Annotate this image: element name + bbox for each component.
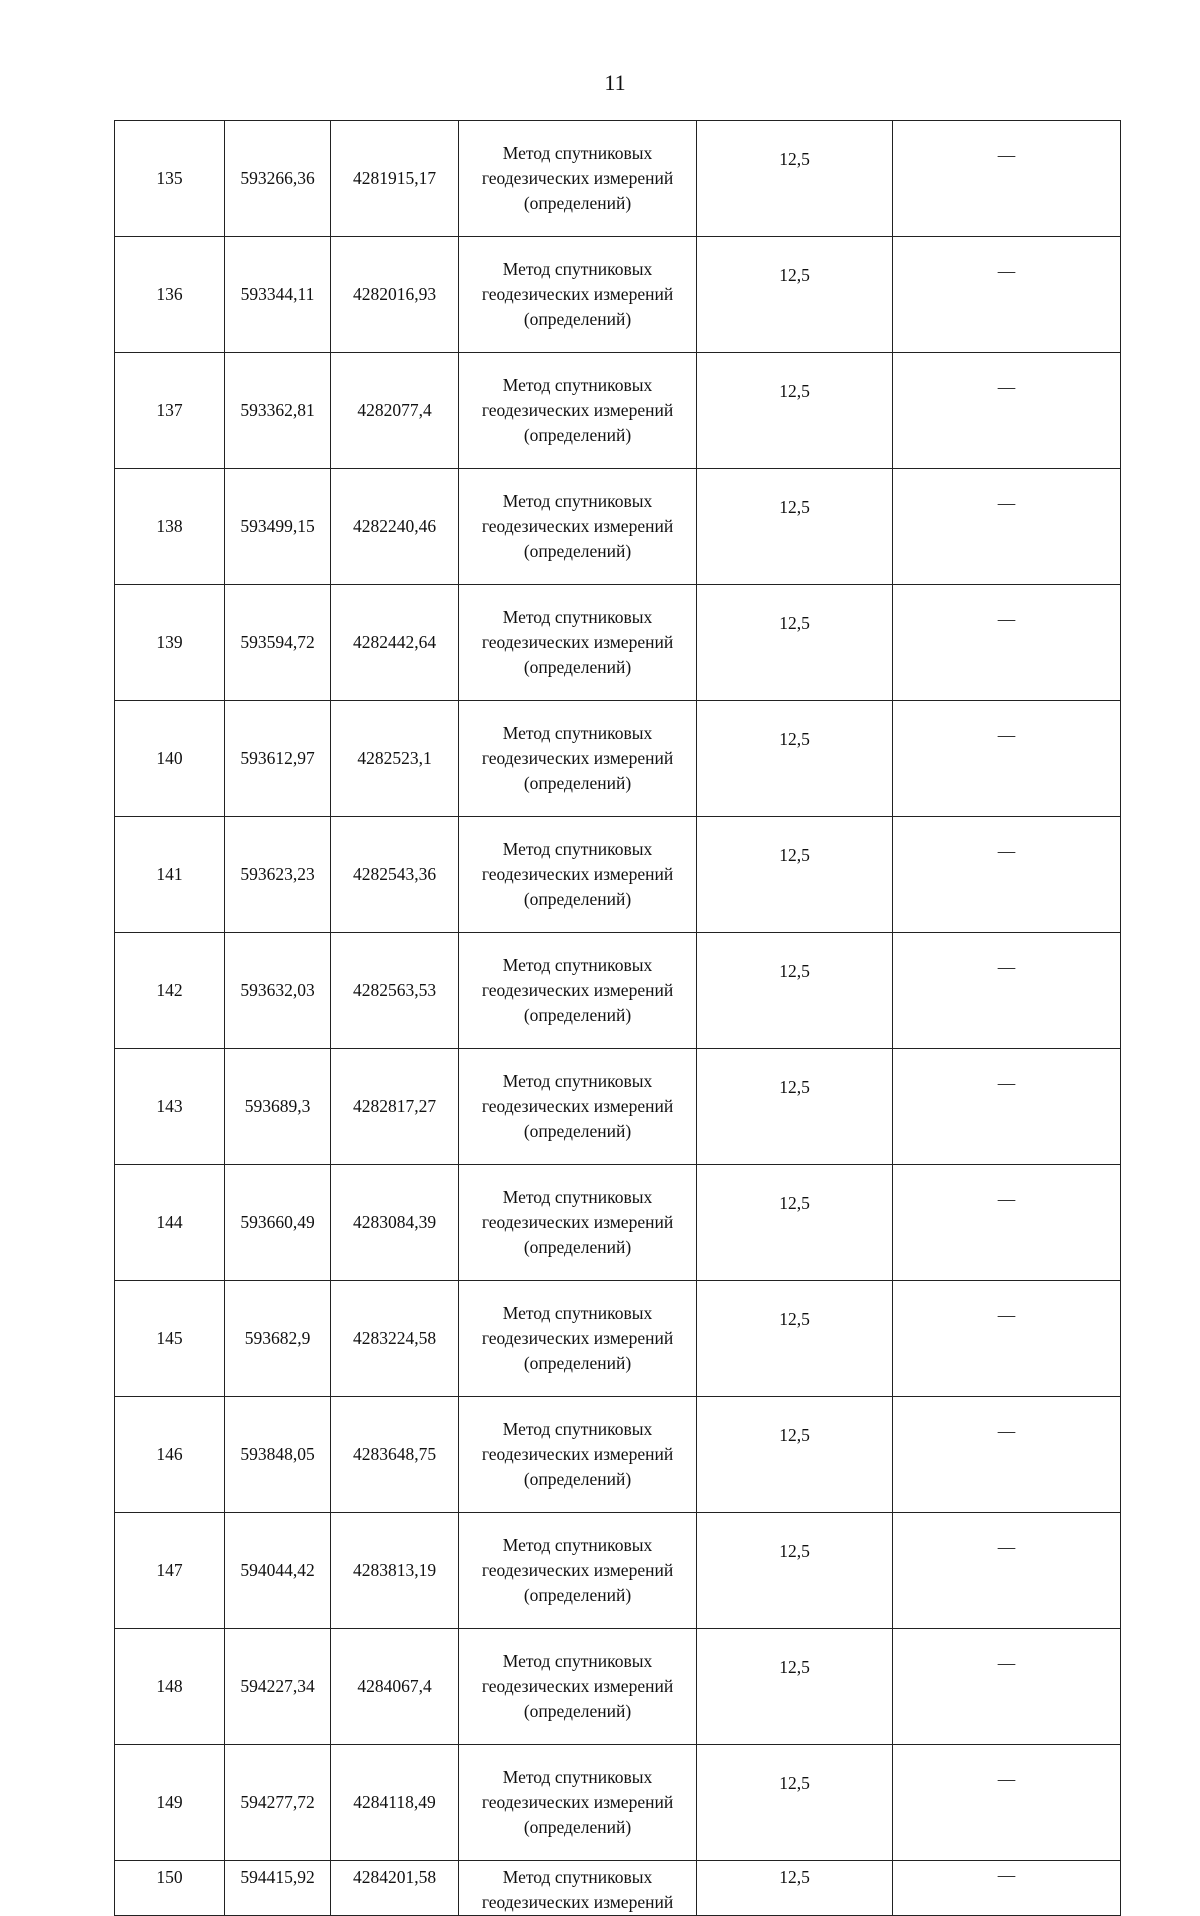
note-cell: —	[893, 1513, 1121, 1629]
accuracy-cell: 12,5	[697, 585, 893, 701]
method-line: геодезических измерений	[481, 516, 674, 536]
method-cell	[459, 1397, 697, 1513]
note-cell: —	[893, 585, 1121, 701]
method-cell	[459, 1165, 697, 1281]
x-coordinate-cell: 594415,92	[225, 1861, 331, 1916]
method-cell	[459, 585, 697, 701]
method-line: Метод спутниковых	[502, 1303, 653, 1323]
point-number-cell: 142	[115, 933, 225, 1049]
method-line: геодезических измерений	[481, 864, 674, 884]
method-line: (определений)	[523, 1701, 632, 1721]
accuracy-cell: 12,5	[697, 1745, 893, 1861]
point-number-cell: 148	[115, 1629, 225, 1745]
note-cell: —	[893, 1861, 1121, 1916]
point-number-cell: 149	[115, 1745, 225, 1861]
x-coordinate-cell: 593682,9	[225, 1281, 331, 1397]
method-cell	[459, 933, 697, 1049]
method-cell	[459, 121, 697, 237]
note-cell: —	[893, 1745, 1121, 1861]
note-cell: —	[893, 1049, 1121, 1165]
point-number-cell: 140	[115, 701, 225, 817]
method-line: геодезических измерений	[481, 1676, 674, 1696]
method-line: Метод спутниковых	[502, 143, 653, 163]
y-coordinate-cell: 4284201,58	[331, 1861, 459, 1916]
method-line: Метод спутниковых	[502, 607, 653, 627]
accuracy-cell: 12,5	[697, 1281, 893, 1397]
x-coordinate-cell: 593594,72	[225, 585, 331, 701]
method-line: Метод спутниковых	[502, 1867, 653, 1887]
point-number-cell: 144	[115, 1165, 225, 1281]
accuracy-cell: 12,5	[697, 1513, 893, 1629]
method-cell	[459, 817, 697, 933]
note-cell: —	[893, 817, 1121, 933]
method-line: геодезических измерений	[481, 168, 674, 188]
y-coordinate-cell: 4281915,17	[331, 121, 459, 237]
table-row	[115, 237, 1121, 353]
method-cell	[459, 1861, 697, 1916]
method-line: Метод спутниковых	[502, 955, 653, 975]
note-cell: —	[893, 701, 1121, 817]
y-coordinate-cell: 4282240,46	[331, 469, 459, 585]
x-coordinate-cell: 594277,72	[225, 1745, 331, 1861]
method-line: Метод спутниковых	[502, 1651, 653, 1671]
point-number-cell: 150	[115, 1861, 225, 1916]
x-coordinate-cell: 593848,05	[225, 1397, 331, 1513]
table-body	[115, 121, 1121, 1916]
point-number-cell: 145	[115, 1281, 225, 1397]
method-line: Метод спутниковых	[502, 1535, 653, 1555]
method-cell	[459, 237, 697, 353]
method-line: (определений)	[523, 541, 632, 561]
method-line: (определений)	[523, 1121, 632, 1141]
x-coordinate-cell: 593612,97	[225, 701, 331, 817]
method-line: (определений)	[523, 425, 632, 445]
point-number-cell: 147	[115, 1513, 225, 1629]
method-cell	[459, 701, 697, 817]
point-number-cell: 141	[115, 817, 225, 933]
method-line: (определений)	[523, 1237, 632, 1257]
method-cell	[459, 1049, 697, 1165]
y-coordinate-cell: 4282563,53	[331, 933, 459, 1049]
accuracy-cell: 12,5	[697, 1165, 893, 1281]
method-line: геодезических измерений	[481, 1212, 674, 1232]
note-cell: —	[893, 933, 1121, 1049]
method-line: геодезических измерений	[481, 1328, 674, 1348]
method-line: Метод спутниковых	[502, 491, 653, 511]
x-coordinate-cell: 593660,49	[225, 1165, 331, 1281]
accuracy-cell: 12,5	[697, 817, 893, 933]
method-line: (определений)	[523, 309, 632, 329]
x-coordinate-cell: 593362,81	[225, 353, 331, 469]
accuracy-cell: 12,5	[697, 701, 893, 817]
note-cell: —	[893, 121, 1121, 237]
method-line: (определений)	[523, 773, 632, 793]
x-coordinate-cell: 593344,11	[225, 237, 331, 353]
x-coordinate-cell: 593689,3	[225, 1049, 331, 1165]
y-coordinate-cell: 4282817,27	[331, 1049, 459, 1165]
method-line: (определений)	[523, 1005, 632, 1025]
table-row	[115, 817, 1121, 933]
method-cell	[459, 469, 697, 585]
point-number-cell: 146	[115, 1397, 225, 1513]
method-line: Метод спутниковых	[502, 723, 653, 743]
table-row	[115, 469, 1121, 585]
method-line: геодезических измерений	[481, 1096, 674, 1116]
table-row	[115, 1049, 1121, 1165]
note-cell: —	[893, 1281, 1121, 1397]
y-coordinate-cell: 4283648,75	[331, 1397, 459, 1513]
table-row	[115, 353, 1121, 469]
y-coordinate-cell: 4284067,4	[331, 1629, 459, 1745]
method-line: геодезических измерений	[481, 1892, 674, 1912]
method-line: Метод спутниковых	[502, 1767, 653, 1787]
method-cell	[459, 353, 697, 469]
point-number-cell: 138	[115, 469, 225, 585]
x-coordinate-cell: 594044,42	[225, 1513, 331, 1629]
method-line: (определений)	[523, 193, 632, 213]
method-cell	[459, 1281, 697, 1397]
table-row	[115, 121, 1121, 237]
x-coordinate-cell: 593499,15	[225, 469, 331, 585]
method-line: (определений)	[523, 1817, 632, 1837]
accuracy-cell: 12,5	[697, 1049, 893, 1165]
y-coordinate-cell: 4282442,64	[331, 585, 459, 701]
y-coordinate-cell: 4282543,36	[331, 817, 459, 933]
y-coordinate-cell: 4283224,58	[331, 1281, 459, 1397]
method-line: Метод спутниковых	[502, 1187, 653, 1207]
accuracy-cell: 12,5	[697, 237, 893, 353]
method-cell	[459, 1513, 697, 1629]
method-line: геодезических измерений	[481, 284, 674, 304]
method-line: геодезических измерений	[481, 1560, 674, 1580]
point-number-cell: 139	[115, 585, 225, 701]
method-line: (определений)	[523, 1469, 632, 1489]
x-coordinate-cell: 593623,23	[225, 817, 331, 933]
method-line: Метод спутниковых	[502, 375, 653, 395]
method-line: геодезических измерений	[481, 1444, 674, 1464]
table-row	[115, 1165, 1121, 1281]
method-line: (определений)	[523, 1353, 632, 1373]
y-coordinate-cell: 4283084,39	[331, 1165, 459, 1281]
method-cell	[459, 1629, 697, 1745]
point-number-cell: 137	[115, 353, 225, 469]
y-coordinate-cell: 4282077,4	[331, 353, 459, 469]
y-coordinate-cell: 4282016,93	[331, 237, 459, 353]
y-coordinate-cell: 4283813,19	[331, 1513, 459, 1629]
note-cell: —	[893, 469, 1121, 585]
accuracy-cell: 12,5	[697, 353, 893, 469]
table-row	[115, 1629, 1121, 1745]
table-row	[115, 1861, 1121, 1916]
note-cell: —	[893, 1629, 1121, 1745]
accuracy-cell: 12,5	[697, 1861, 893, 1916]
table-row	[115, 1745, 1121, 1861]
table-row	[115, 1513, 1121, 1629]
point-number-cell: 136	[115, 237, 225, 353]
page-number: 11	[604, 70, 626, 95]
method-line: геодезических измерений	[481, 980, 674, 1000]
note-cell: —	[893, 1165, 1121, 1281]
accuracy-cell: 12,5	[697, 121, 893, 237]
table-row	[115, 585, 1121, 701]
method-line: Метод спутниковых	[502, 1419, 653, 1439]
method-cell	[459, 1745, 697, 1861]
method-line: геодезических измерений	[481, 748, 674, 768]
coordinates-table	[114, 120, 1121, 1916]
method-line: Метод спутниковых	[502, 259, 653, 279]
table-row	[115, 701, 1121, 817]
y-coordinate-cell: 4282523,1	[331, 701, 459, 817]
x-coordinate-cell: 593632,03	[225, 933, 331, 1049]
method-line: Метод спутниковых	[502, 1071, 653, 1091]
x-coordinate-cell: 593266,36	[225, 121, 331, 237]
note-cell: —	[893, 353, 1121, 469]
accuracy-cell: 12,5	[697, 469, 893, 585]
point-number-cell: 135	[115, 121, 225, 237]
point-number-cell: 143	[115, 1049, 225, 1165]
x-coordinate-cell: 594227,34	[225, 1629, 331, 1745]
note-cell: —	[893, 237, 1121, 353]
method-line: геодезических измерений	[481, 632, 674, 652]
y-coordinate-cell: 4284118,49	[331, 1745, 459, 1861]
method-line: геодезических измерений	[481, 1792, 674, 1812]
method-line: Метод спутниковых	[502, 839, 653, 859]
accuracy-cell: 12,5	[697, 1397, 893, 1513]
accuracy-cell: 12,5	[697, 1629, 893, 1745]
method-line: (определений)	[523, 1585, 632, 1605]
method-line: (определений)	[523, 657, 632, 677]
note-cell: —	[893, 1397, 1121, 1513]
table-row	[115, 1397, 1121, 1513]
accuracy-cell: 12,5	[697, 933, 893, 1049]
method-line: (определений)	[523, 889, 632, 909]
table-row	[115, 1281, 1121, 1397]
table-row	[115, 933, 1121, 1049]
method-line: геодезических измерений	[481, 400, 674, 420]
